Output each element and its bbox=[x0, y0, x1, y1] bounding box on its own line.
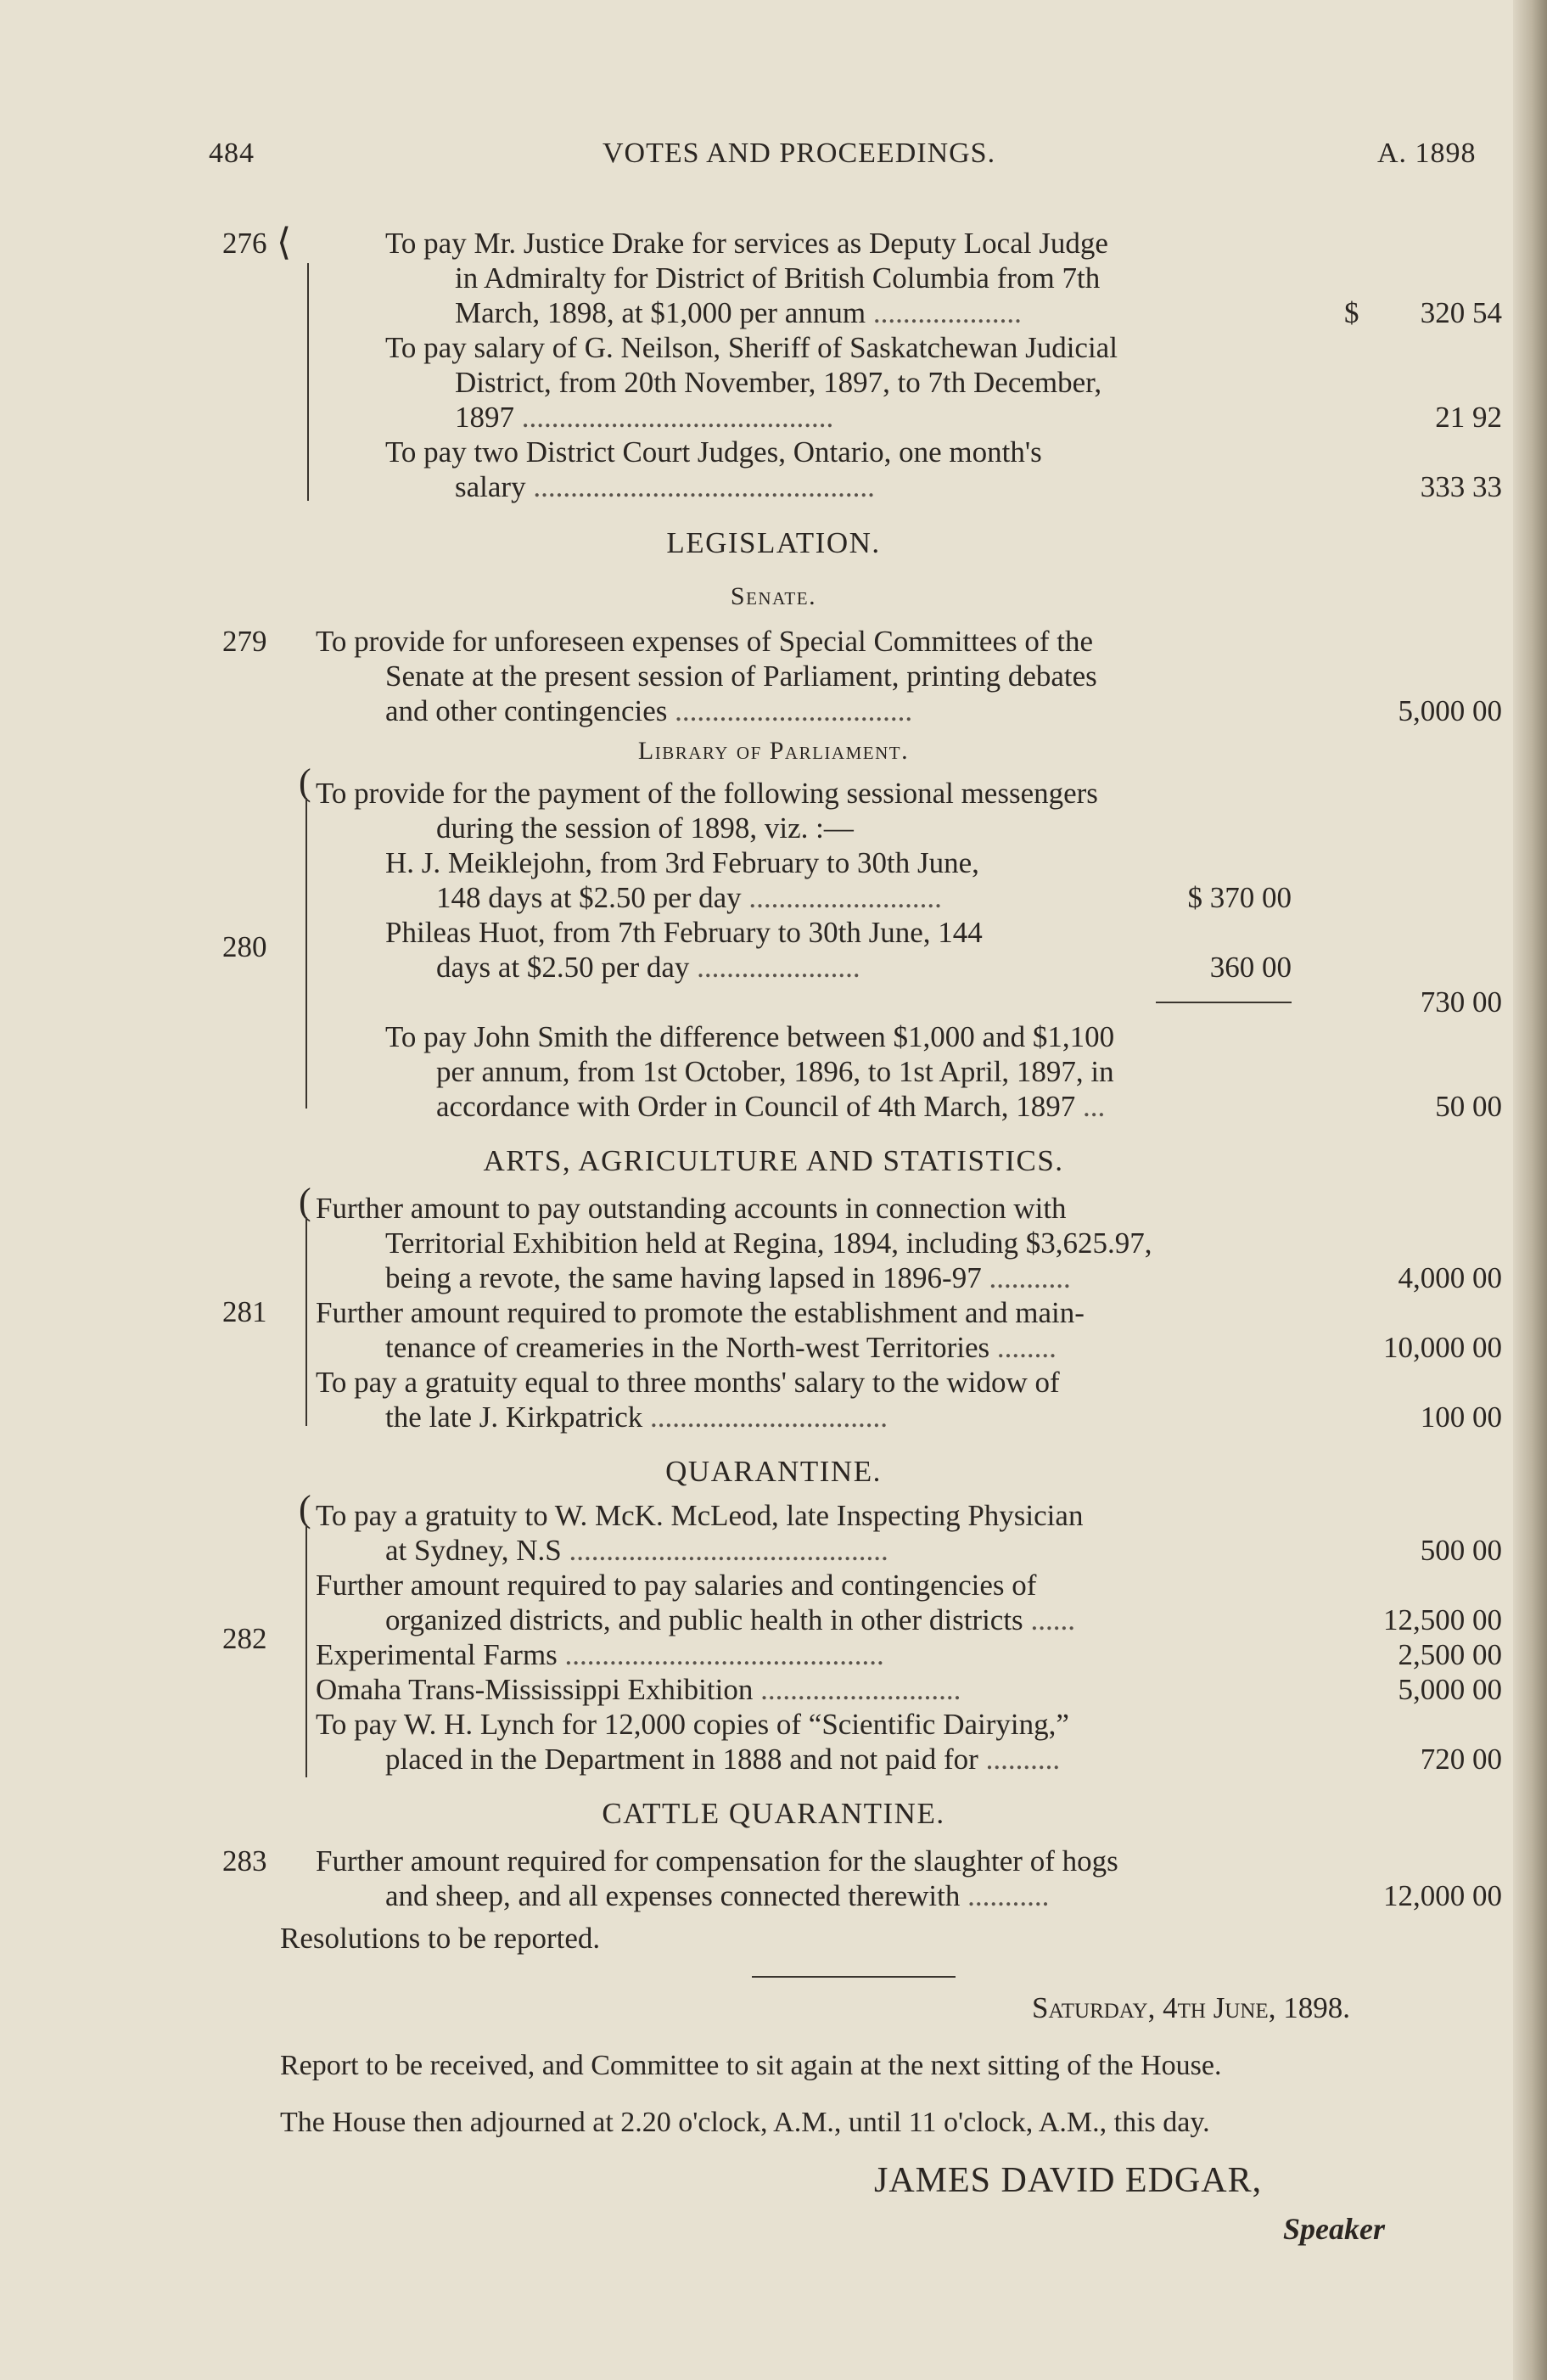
item-line: H. J. Meiklejohn, from 3rd February to 30th June, bbox=[385, 846, 979, 879]
amount: 5,000 00 bbox=[1398, 1673, 1502, 1706]
amount: 333 33 bbox=[1420, 470, 1502, 503]
section-heading: QUARANTINE. bbox=[665, 1455, 882, 1488]
item-line: To pay a gratuity equal to three months' salary to the widow of bbox=[316, 1366, 1060, 1399]
brace-line bbox=[305, 798, 307, 1109]
item-line: and other contingencies ................................ bbox=[385, 694, 913, 727]
item-line: 148 days at $2.50 per day .......................... bbox=[436, 881, 942, 914]
item-line: March, 1898, at $1,000 per annum .................... bbox=[455, 296, 1022, 329]
item-line: placed in the Department in 1888 and not paid for .......... bbox=[385, 1743, 1061, 1776]
item-line: Phileas Huot, from 7th February to 30th June, 144 bbox=[385, 916, 983, 949]
subheading: Library of Parliament. bbox=[637, 737, 910, 765]
item-line: accordance with Order in Council of 4th March, 1897 ... bbox=[436, 1090, 1106, 1123]
item-line: at Sydney, N.S ........................................... bbox=[385, 1534, 888, 1567]
running-title: VOTES AND PROCEEDINGS. bbox=[603, 138, 996, 169]
item-line: To pay two District Court Judges, Ontario, one month's bbox=[385, 435, 1042, 469]
item-line: To pay W. H. Lynch for 12,000 copies of “Scientific Dairying,” bbox=[316, 1708, 1069, 1741]
amount: 12,500 00 bbox=[1383, 1603, 1502, 1636]
item-line: To provide for unforeseen expenses of Special Committees of the bbox=[316, 625, 1094, 658]
subheading: Senate. bbox=[730, 582, 817, 610]
item-number: 283 bbox=[222, 1844, 267, 1878]
sub-amount: 360 00 bbox=[1209, 951, 1292, 984]
item-number: 279 bbox=[222, 625, 267, 658]
item-line: Further amount to pay outstanding accounts in connection with bbox=[316, 1192, 1067, 1225]
section-heading: LEGISLATION. bbox=[666, 526, 881, 559]
adjourn-line: The House then adjourned at 2.20 o'clock, A.M., until 11 o'clock, A.M., this day. bbox=[280, 2107, 1210, 2138]
section-rule bbox=[752, 1976, 956, 1978]
amount: 10,000 00 bbox=[1383, 1331, 1502, 1364]
item-line: To pay John Smith the difference between $1,000 and $1,100 bbox=[385, 1020, 1115, 1053]
subtotal-rule bbox=[1156, 1002, 1292, 1003]
amount: 730 00 bbox=[1420, 985, 1502, 1019]
brace-top: ⟨ bbox=[277, 222, 292, 263]
item-line: To pay salary of G. Neilson, Sheriff of Saskatchewan Judicial bbox=[385, 331, 1118, 364]
brace-line bbox=[305, 1524, 307, 1777]
item-number: 282 bbox=[222, 1622, 267, 1655]
amount: 720 00 bbox=[1420, 1743, 1502, 1776]
page-edge-shadow bbox=[1513, 0, 1547, 2380]
item-line: being a revote, the same having lapsed in 1896-97 ........... bbox=[385, 1261, 1071, 1294]
item-line: Omaha Trans-Mississippi Exhibition ........................... bbox=[316, 1673, 961, 1706]
sitting-date: Saturday, 4th June, 1898. bbox=[1032, 1991, 1350, 2024]
brace-top: ( bbox=[299, 1488, 311, 1530]
item-line: per annum, from 1st October, 1896, to 1st April, 1897, in bbox=[436, 1055, 1114, 1088]
item-line: Further amount required to promote the establishment and main- bbox=[316, 1296, 1085, 1329]
resolutions-note: Resolutions to be reported. bbox=[280, 1922, 601, 1955]
page-number: 484 bbox=[209, 138, 255, 169]
brace-top: ( bbox=[299, 1181, 311, 1222]
item-line: To pay a gratuity to W. McK. McLeod, late Inspecting Physician bbox=[316, 1499, 1084, 1532]
amount: 12,000 00 bbox=[1383, 1879, 1502, 1912]
amount: 21 92 bbox=[1435, 401, 1502, 434]
dollar-sign: $ bbox=[1344, 296, 1359, 329]
item-line: salary .............................................. bbox=[455, 470, 875, 503]
item-line: in Admiralty for District of British Columbia from 7th bbox=[455, 261, 1101, 295]
section-heading: ARTS, AGRICULTURE AND STATISTICS. bbox=[483, 1144, 1064, 1177]
item-line: tenance of creameries in the North-west Territories ........ bbox=[385, 1331, 1057, 1364]
brace-line bbox=[305, 1217, 307, 1426]
section-heading: CATTLE QUARANTINE. bbox=[602, 1797, 945, 1830]
item-line: To provide for the payment of the following sessional messengers bbox=[316, 777, 1098, 810]
item-number: 280 bbox=[222, 930, 267, 963]
item-line: Territorial Exhibition held at Regina, 1894, including $3,625.97, bbox=[385, 1226, 1152, 1260]
item-line: To pay Mr. Justice Drake for services as Deputy Local Judge bbox=[385, 227, 1108, 260]
amount: 5,000 00 bbox=[1398, 694, 1502, 727]
amount: 50 00 bbox=[1435, 1090, 1502, 1123]
item-line: District, from 20th November, 1897, to 7th December, bbox=[455, 366, 1102, 399]
sub-amount: $ 370 00 bbox=[1187, 881, 1292, 914]
item-line: the late J. Kirkpatrick ................................ bbox=[385, 1400, 888, 1434]
speaker-name: JAMES DAVID EDGAR, bbox=[874, 2161, 1263, 2200]
item-line: Senate at the present session of Parliament, printing debates bbox=[385, 660, 1097, 693]
year-label: A. 1898 bbox=[1377, 138, 1477, 169]
amount: 320 54 bbox=[1420, 296, 1502, 329]
item-number: 281 bbox=[222, 1295, 267, 1328]
item-line: Further amount required for compensation for the slaughter of hogs bbox=[316, 1844, 1118, 1878]
amount: 4,000 00 bbox=[1398, 1261, 1502, 1294]
amount: 2,500 00 bbox=[1398, 1638, 1502, 1671]
brace-top: ( bbox=[299, 761, 311, 803]
item-number: 276 bbox=[222, 227, 267, 260]
item-line: and sheep, and all expenses connected therewith ........... bbox=[385, 1879, 1050, 1912]
amount: 500 00 bbox=[1420, 1534, 1502, 1567]
brace-line bbox=[307, 263, 309, 501]
item-line: Further amount required to pay salaries and contingencies of bbox=[316, 1569, 1037, 1602]
amount: 100 00 bbox=[1420, 1400, 1502, 1434]
item-line: Experimental Farms ........................................... bbox=[316, 1638, 884, 1671]
item-line: 1897 .......................................... bbox=[455, 401, 834, 434]
item-line: organized districts, and public health in other districts ...... bbox=[385, 1603, 1075, 1636]
item-line: during the session of 1898, viz. :— bbox=[436, 811, 854, 845]
speaker-title: Speaker bbox=[1283, 2212, 1385, 2246]
report-line: Report to be received, and Committee to sit again at the next sitting of the House. bbox=[280, 2050, 1222, 2081]
item-line: days at $2.50 per day ...................... bbox=[436, 951, 860, 984]
